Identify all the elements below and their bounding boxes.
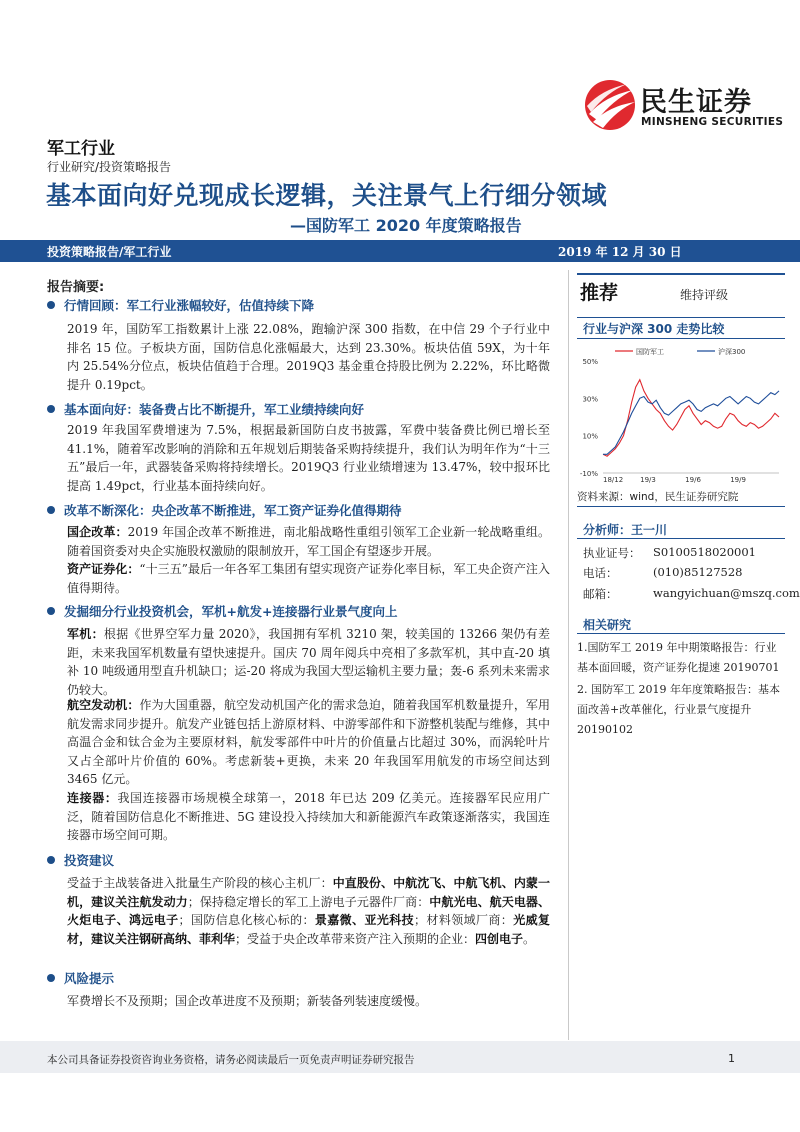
summary-heading: 报告摘要: <box>47 280 105 295</box>
brand-name-en: MINSHENG SECURITIES <box>641 116 784 128</box>
related-rule <box>577 633 785 634</box>
advice-text: ；受益于央企改革带来资产注入预期的企业： <box>235 931 476 946</box>
text-soe-reform: 2019 年国企改革不断推进，南北船战略性重组引领军工企业新一轮战略重组。随着国资委对央企实施股权激励的限制放开，军工国企有望逐步开展。 <box>67 525 550 558</box>
paragraph-securitization <box>67 560 550 597</box>
section-title: 发掘细分行业投资机会，军机+航发+连接器行业景气度向上 <box>64 604 398 619</box>
bullet-dot <box>47 301 55 309</box>
bullet-dot <box>47 506 55 514</box>
advice-text: 受益于主战装备进入批量生产阶段的核心主机厂： <box>67 876 333 890</box>
paragraph-aero-engine <box>67 696 550 789</box>
label-securitization: 资产证券化： <box>67 562 140 576</box>
series-line <box>603 391 779 454</box>
text-connector: 我国连接器市场规模全球第一，2018 年已达 209 亿美元。连接器军民应用广泛，随着国防信息化不断推进、5G 建设投入持续加大和新能源汽车政策逐渐落实，我国连接器市场空间可期。 <box>67 791 550 842</box>
paragraph-market-review: 2019 年，国防军工指数累计上涨 22.08%，跑输沪深 300 指数，在中信 29 个子行业中排名 15 位。子板块方面，国防信息化涨幅最大，达到 23.30%。板块估值 59X，为十年内 25.54%分位点，板块估值趋于合理。2019Q3 基金重仓持股比例为 2.22%，环比略微提升 0.19pct。 <box>67 322 550 392</box>
section-market-review <box>47 296 314 314</box>
legend-label: 国防军工 <box>636 348 664 356</box>
trend-chart <box>577 343 785 485</box>
advice-text: 。 <box>523 931 536 946</box>
advice-stocks-informatization: 景嘉微、亚光科技 <box>314 913 415 927</box>
bullet-dot <box>47 607 55 615</box>
paragraph-fundamentals: 2019 年我国军费增速为 7.5%，根据最新国防白皮书披露，军费中装备费比例已增长至 41.1%，随着军改影响的消除和五年规划后期装备采购持续提升，我们认为明年作为“十三五”最后一年，武器装备采购将持续增长。2019Q3 行业业绩增速为 13.47%，较中报环比提高 1.49pct，行业基本面持续向好。 <box>67 423 550 493</box>
brand-name-cn: 民生证券 <box>640 87 752 118</box>
analyst-heading: 分析师：王一川 <box>583 523 668 537</box>
advice-stocks-soe: 四创电子 <box>475 931 524 946</box>
label-military-aircraft: 军机： <box>67 627 104 641</box>
footer-disclaimer: 本公司具备证券投资咨询业务资格，请务必阅读最后一页免责声明证券研究报告 <box>47 1054 415 1066</box>
page-number: 1 <box>728 1052 735 1065</box>
y-tick-label: 10% <box>582 432 598 441</box>
section-title: 改革不断深化：央企改革不断推进，军工资产证券化值得期待 <box>64 503 402 518</box>
y-tick-label: 30% <box>582 395 598 404</box>
x-tick-label: 19/6 <box>685 476 701 484</box>
related-item-2[interactable]: 2. 国防军工 2019 年年度策略报告：基本面改善+改革催化，行业景气度提升 20190102 <box>577 683 780 736</box>
cert-value: S0100518020001 <box>653 545 756 559</box>
section-reform <box>47 501 402 519</box>
paragraph-risk: 军费增长不及预期；国企改革进度不及预期；新装备列装速度缓慢。 <box>67 994 428 1008</box>
page-subtitle: —国防军工 2020 年度策略报告 <box>290 216 522 235</box>
advice-text: ；材料领域厂商： <box>414 913 514 927</box>
advice-text: ；国防信息化核心标的： <box>178 913 315 927</box>
y-tick-label: 50% <box>582 358 598 366</box>
email-value[interactable]: wangyichuan@mszq.com <box>653 586 800 600</box>
source-rule <box>577 506 785 507</box>
minsheng-logo-mark <box>583 78 637 132</box>
section-title: 投资建议 <box>64 853 115 868</box>
paragraph-connector <box>67 789 550 845</box>
cert-label: 执业证号： <box>583 546 641 560</box>
rating-sub: 维持评级 <box>680 288 729 302</box>
phone-label: 电话： <box>583 566 618 580</box>
y-tick-label: -10% <box>579 470 598 478</box>
legend-label: 沪深300 <box>718 348 746 356</box>
chart-heading-rule <box>577 338 785 339</box>
section-title: 基本面向好：装备费占比不断提升，军工业绩持续向好 <box>64 402 365 417</box>
bullet-dot <box>47 856 55 864</box>
related-item-1[interactable]: 1.国防军工 2019 年中期策略报告：行业基本面回暖，资产证券化提速 20190701 <box>577 641 780 674</box>
band-date: 2019 年 12 月 30 日 <box>558 245 682 259</box>
page-title: 基本面向好兑现成长逻辑，关注景气上行细分领域 <box>46 181 608 210</box>
section-investment-advice <box>47 851 114 869</box>
paragraph-investment-advice <box>67 874 550 948</box>
advice-stocks-components: 中航光电、航天电器、火炬电子、鸿远电子 <box>67 894 550 927</box>
related-heading: 相关研究 <box>583 618 632 632</box>
text-aero-engine: 作为大国重器，航空发动机国产化的需求急迫，随着我国军机数量提升，军用航发需求同步提升。航发产业链包括上游原材料、中游零部件和下游整机装配与维修，其中高温合金和钛合金为主要原材料，航发零部件中叶片的价值量占比超过 30%，而涡轮叶片又占全部叶片价值的 60%。考虑新装+更换，未来 20 年我国军用航发的市场空间达到 3465 亿元。 <box>67 698 550 786</box>
label-soe-reform: 国企改革： <box>67 525 128 539</box>
advice-text: ；保持稳定增长的军工上游电子元器件厂商： <box>187 894 430 909</box>
x-tick-label: 19/9 <box>730 476 746 484</box>
column-divider <box>568 270 569 1040</box>
x-tick-label: 19/3 <box>640 476 656 484</box>
section-risk <box>47 969 114 987</box>
industry-label: 军工行业 <box>47 139 115 159</box>
section-title: 风险提示 <box>64 971 115 986</box>
report-type: 行业研究/投资策略报告 <box>47 160 172 174</box>
bullet-dot <box>47 974 55 982</box>
paragraph-soe-reform <box>67 523 550 560</box>
advice-stocks-materials: 光威复材，建议关注钢研高纳、菲利华 <box>67 913 550 946</box>
text-securitization: “十三五”最后一年各军工集团有望实现资产证券化率目标，军工央企资产注入值得期待。 <box>67 562 550 595</box>
advice-stocks-oem: 中直股份、中航沈飞、中航飞机、内蒙一机，建议关注航发动力 <box>67 876 550 909</box>
phone-value: (010)85127528 <box>653 565 743 579</box>
section-opportunities <box>47 602 397 620</box>
x-tick-label: 18/12 <box>603 476 624 484</box>
analyst-rule <box>577 538 785 539</box>
paragraph-military-aircraft <box>67 625 550 699</box>
label-aero-engine: 航空发动机： <box>67 698 140 712</box>
email-label: 邮箱： <box>583 587 618 601</box>
rating-main: 推荐 <box>580 282 619 304</box>
text-military-aircraft: 根据《世界空军力量 2020》，我国拥有军机 3210 架，较美国的 13266 架仍有差距，未来我国军机数量有望快速提升。国庆 70 周年阅兵中亮相了多款军机，其中直-20 填补 10 吨级通用型直升机缺口；运-20 将成为我国大型运输机主要力量；轰-6 系列未来需求仍较大。 <box>67 627 550 697</box>
label-connector: 连接器： <box>67 791 118 805</box>
band-report-category: 投资策略报告/军工行业 <box>47 245 172 259</box>
section-title: 行情回顾：军工行业涨幅较好，估值持续下降 <box>64 298 315 313</box>
chart-heading: 行业与沪深 300 走势比较 <box>583 322 725 336</box>
bullet-dot <box>47 405 55 413</box>
section-fundamentals <box>47 400 364 418</box>
chart-source: 资料来源：wind，民生证券研究院 <box>577 491 739 503</box>
